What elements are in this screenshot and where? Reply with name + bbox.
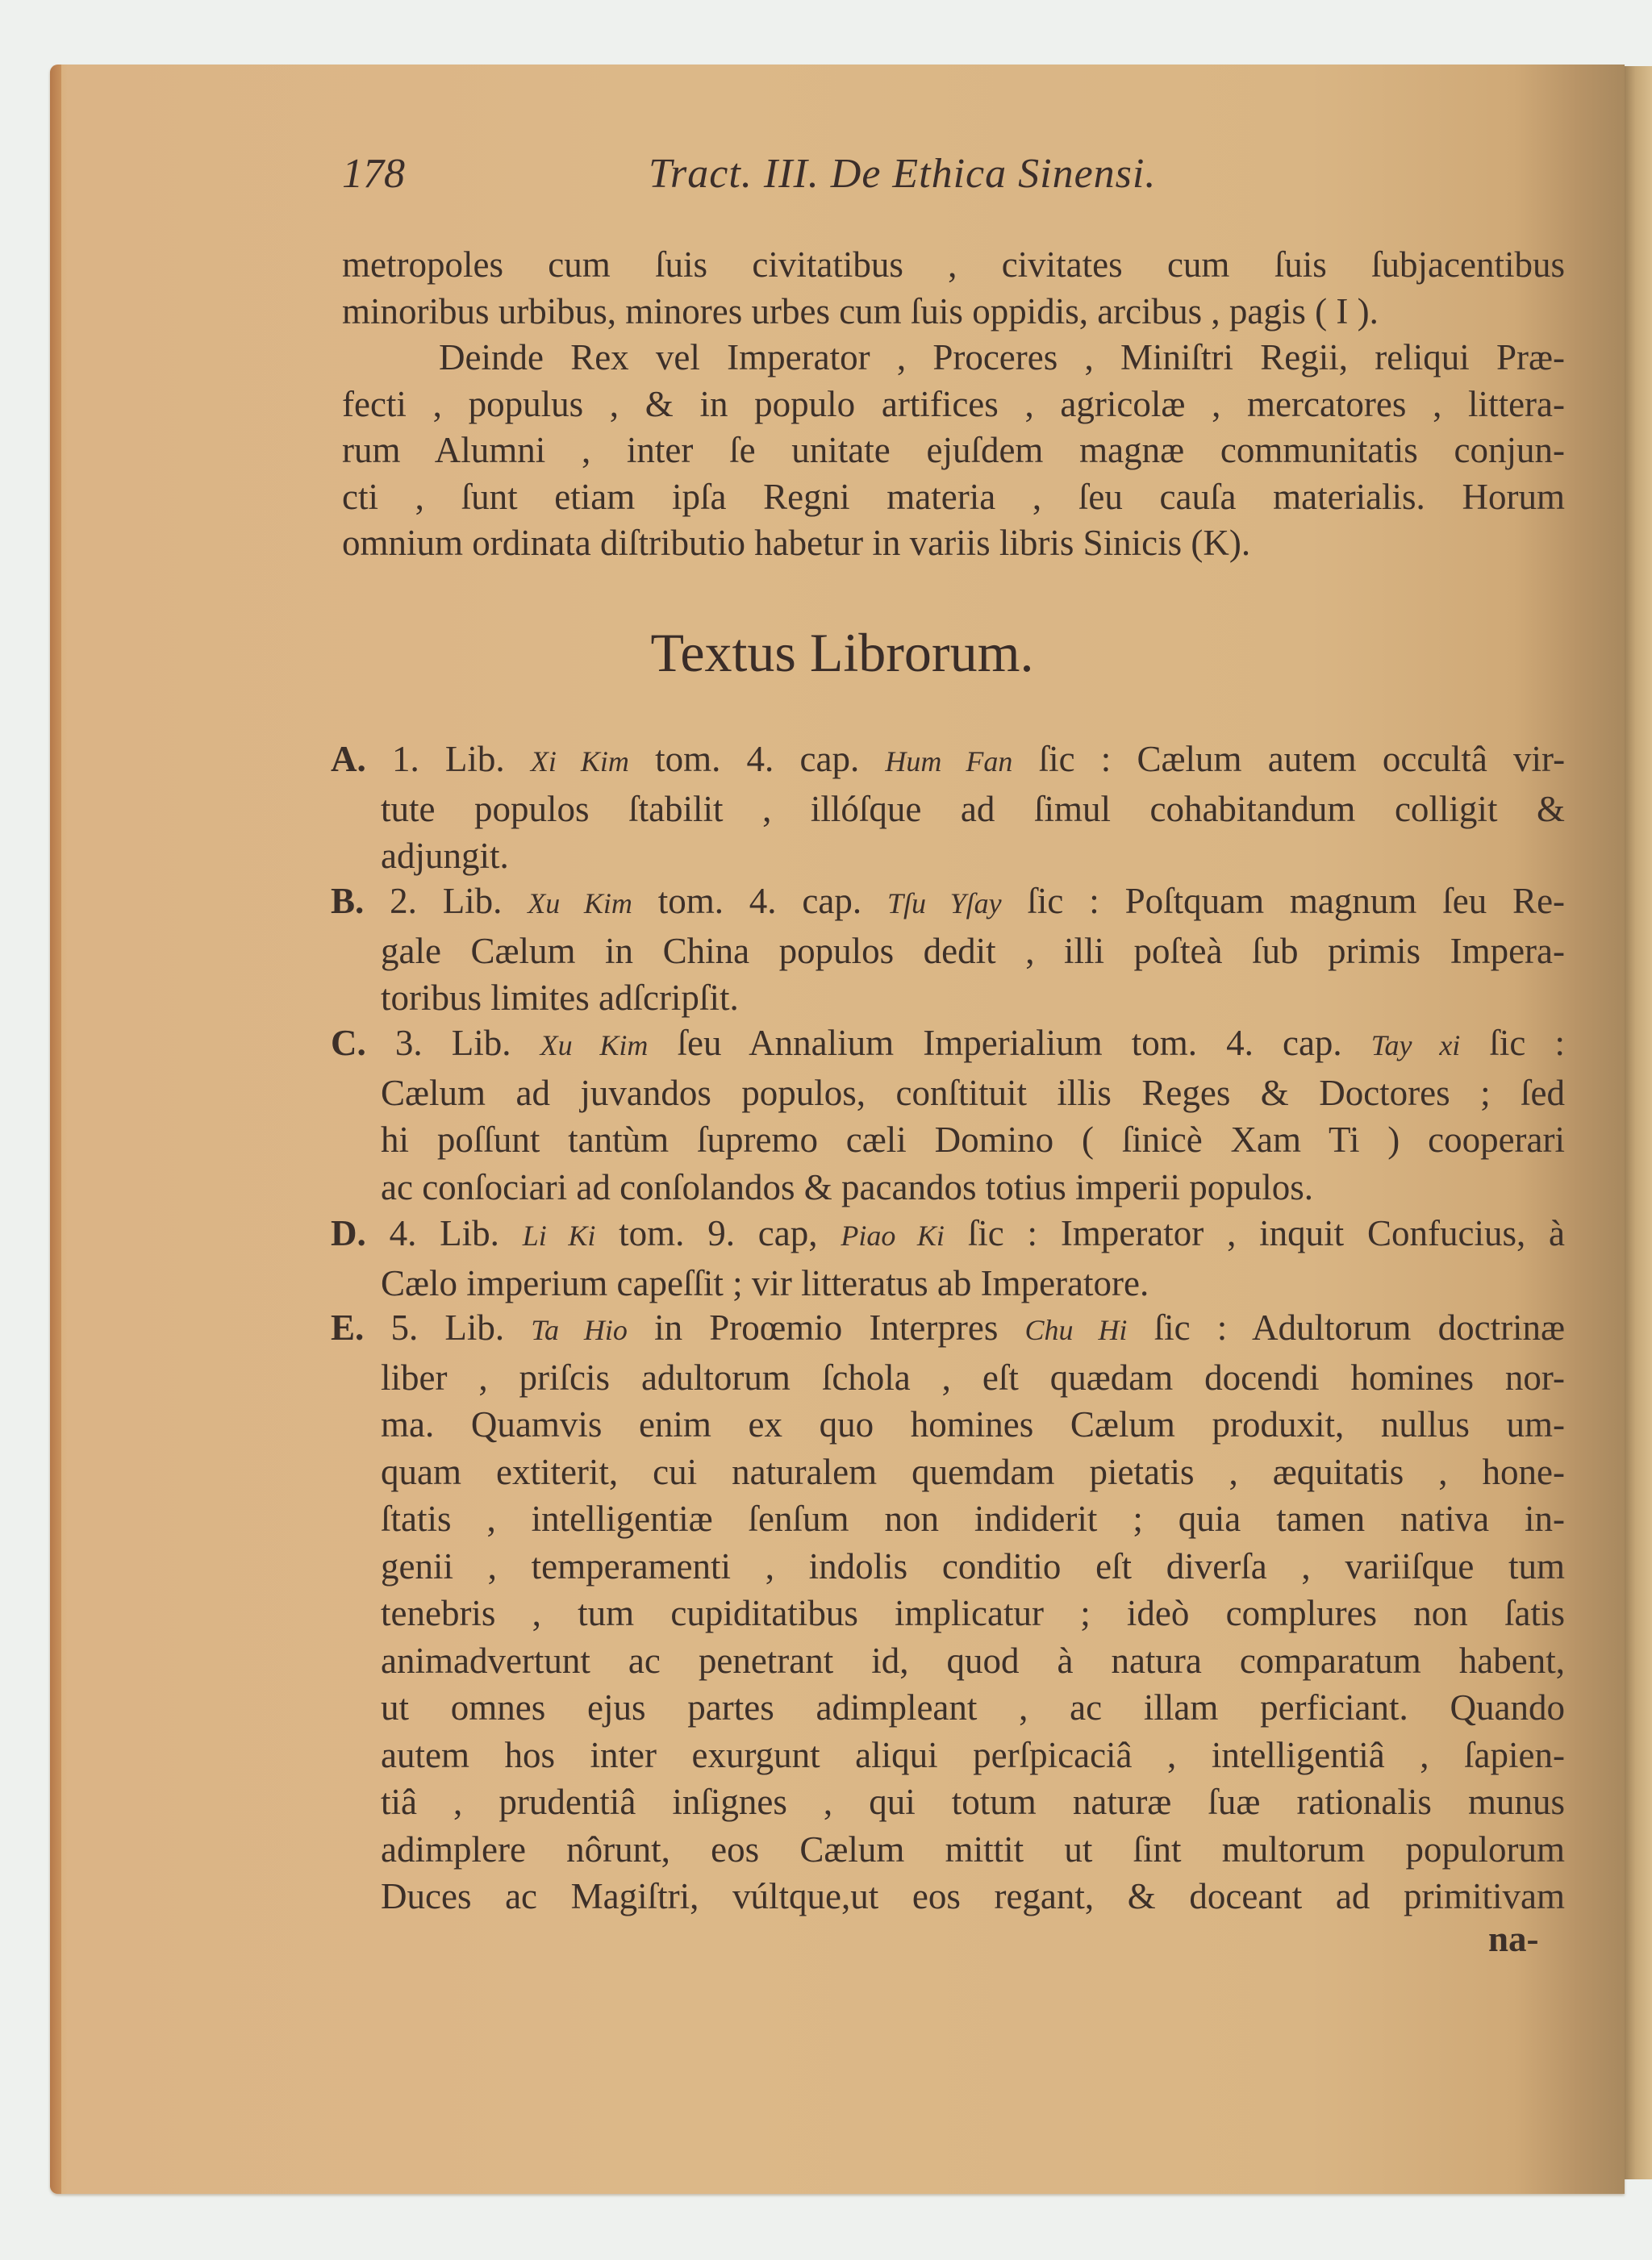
- entry-e: [331, 1304, 1565, 1920]
- text-line: metropoles cum ſuis civitatibus , civitates cum ſuis ſubjacentibus: [342, 244, 1565, 285]
- book-name: Xi Kim: [530, 745, 629, 778]
- text-line: tenebris , tum cupiditatibus implicatur ; ideò complures non ſatis: [381, 1593, 1565, 1633]
- book-name: Li Ki: [522, 1220, 596, 1252]
- entry-first-line: [331, 878, 1565, 928]
- entry-text: ſic : Adultorum doctrinæ: [1153, 1307, 1566, 1348]
- entry-d: [331, 1210, 1565, 1307]
- text-line: genii , temperamenti , indolis conditio eſt diverſa , variiſque tum: [381, 1545, 1565, 1587]
- text-line: Duces ac Magiſtri, vúltque,ut eos regant, & doceant ad primitivam: [381, 1876, 1565, 1916]
- entry-ref: 3. Lib.: [394, 1023, 511, 1063]
- entry-letter: E.: [331, 1307, 365, 1348]
- entry-c: [331, 1020, 1565, 1211]
- entry-first-line: [331, 736, 1565, 786]
- entry-first-line: [331, 1304, 1565, 1354]
- entry-ref: 4. Lib.: [389, 1213, 499, 1253]
- entry-letter: C.: [331, 1023, 366, 1063]
- entry-first-line: [331, 1210, 1565, 1260]
- text-line: ſtatis , intelligentiæ ſenſum non indiderit ; quia tamen nativa in-: [381, 1499, 1565, 1539]
- entry-ref: 5. Lib.: [390, 1307, 505, 1348]
- adjacent-page-edge: [1625, 66, 1652, 2179]
- entry-ref: ſeu Annalium Imperialium tom. 4. cap.: [677, 1023, 1342, 1063]
- running-head-title: Tract. III. De Ethica Sinensi.: [649, 151, 1157, 197]
- entry-ref: tom. 4. cap.: [655, 739, 860, 779]
- text-line: animadvertunt ac penetrant id, quod à natura comparatum habent,: [381, 1640, 1565, 1681]
- page-number: 178: [342, 151, 405, 197]
- text-line: adimplere nôrunt, eos Cælum mittit ut ſint multorum populorum: [381, 1828, 1565, 1870]
- entry-letter: D.: [331, 1213, 366, 1253]
- entry-first-line: [331, 1020, 1565, 1070]
- text-line: tute populos ſtabilit , illóſque ad ſimul cohabitandum colligit &: [381, 788, 1565, 829]
- text-line: rum Alumni , inter ſe unitate ejuſdem magnæ communitatis conjun-: [342, 430, 1565, 470]
- entry-text: ſic : Imperator , inquit Confucius, à: [967, 1213, 1566, 1253]
- entry-text: ſic : Cælum autem occultâ vir-: [1038, 739, 1566, 779]
- chapter-name: Tſu Yſay: [886, 887, 1002, 919]
- text-line: quam extiterit, cui naturalem quemdam pietatis , æquitatis , hone-: [381, 1451, 1565, 1492]
- chapter-name: Piao Ki: [841, 1220, 945, 1252]
- entry-text: ſic : Poſtquam magnum ſeu Re-: [1027, 881, 1566, 921]
- text-line: ac conſociari ad conſolandos & pacandos totius imperii populos.: [381, 1166, 1313, 1207]
- entry-a: [331, 736, 1565, 880]
- text-line: cti , ſunt etiam ipſa Regni materia , ſeu cauſa materialis. Horum: [342, 476, 1565, 517]
- text-line: ma. Quamvis enim ex quo homines Cælum produxit, nullus um-: [381, 1404, 1565, 1445]
- text-line: Cælum ad juvandos populos, conſtituit illis Reges & Doctores ; ſed: [381, 1072, 1565, 1113]
- entry-ref: tom. 4. cap.: [657, 881, 862, 921]
- text-line: omnium ordinata diſtributio habetur in variis libris Sinicis (K).: [342, 523, 1251, 563]
- entry-ref: 2. Lib.: [390, 881, 503, 921]
- text-line: hi poſſunt tantùm ſupremo cæli Domino ( ſinicè Xam Ti ) cooperari: [381, 1120, 1565, 1160]
- book-name: Xu Kim: [528, 887, 632, 919]
- entry-letter: B.: [331, 881, 365, 921]
- text-line: minoribus urbibus, minores urbes cum ſuis oppidis, arcibus , pagis ( I ).: [342, 290, 1379, 331]
- text-line: autem hos inter exurgunt aliqui perſpicaciâ , intelligentiâ , ſapien-: [381, 1734, 1565, 1775]
- intro-paragraph: [342, 242, 1565, 567]
- text-line: Deinde Rex vel Imperator , Proceres , Miniſtri Regii, reliqui Præ-: [439, 337, 1565, 377]
- chapter-name: Tay xi: [1370, 1029, 1461, 1061]
- section-title: Textus Librorum.: [650, 622, 1034, 683]
- entry-ref: in Proœmio Interpres: [654, 1307, 999, 1348]
- entry-text: ſic :: [1489, 1023, 1566, 1063]
- running-head: [342, 150, 1310, 206]
- book-name: Xu Kim: [540, 1029, 649, 1061]
- text-line: toribus limites adſcripſit.: [381, 978, 739, 1018]
- book-name: Ta Hio: [531, 1314, 628, 1346]
- catchword: na-: [1488, 1919, 1539, 1959]
- chapter-name: Chu Hi: [1024, 1314, 1128, 1346]
- chapter-name: Hum Fan: [885, 745, 1013, 778]
- entry-letter: A.: [331, 739, 366, 779]
- text-line: ut omnes ejus partes adimpleant , ac illam perficiant. Quando: [381, 1687, 1565, 1728]
- entry-b: [331, 878, 1565, 1022]
- text-line: tiâ , prudentiâ inſignes , qui totum naturæ ſuæ rationalis munus: [381, 1782, 1565, 1822]
- text-line: fecti , populus , & in populo artifices , agricolæ , mercatores , littera-: [342, 383, 1565, 424]
- entry-ref: 1. Lib.: [391, 739, 505, 779]
- text-line: gale Cælum in China populos dedit , illi poſteà ſub primis Impera-: [381, 930, 1565, 971]
- text-line: Cælo imperium capeſſit ; vir litteratus ab Imperatore.: [381, 1262, 1149, 1303]
- text-line: liber , priſcis adultorum ſchola , eſt quædam docendi homines nor-: [381, 1357, 1565, 1398]
- text-line: adjungit.: [381, 836, 509, 876]
- entry-ref: tom. 9. cap,: [619, 1213, 818, 1253]
